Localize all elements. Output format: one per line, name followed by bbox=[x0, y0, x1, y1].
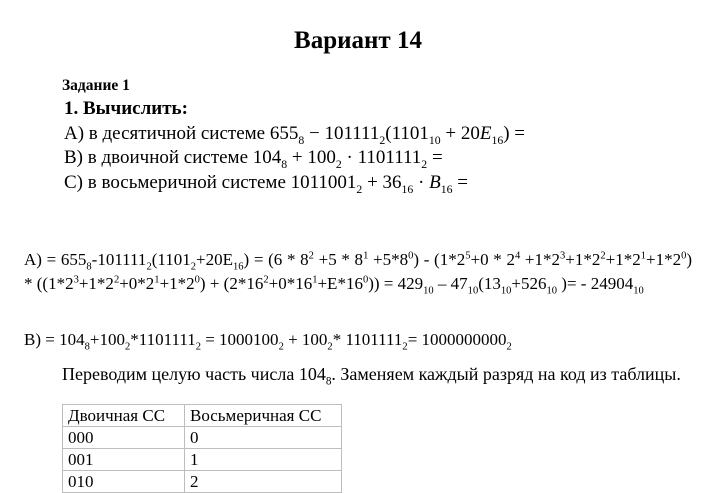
text-run: +20E bbox=[196, 250, 233, 269]
solution-b bbox=[24, 328, 692, 352]
binary-octal-table bbox=[62, 404, 342, 493]
text-run: +E*16 bbox=[317, 274, 363, 293]
text-run: +526 bbox=[511, 274, 547, 293]
subscript: 2 bbox=[278, 341, 284, 353]
text-run: (13 bbox=[478, 274, 501, 293]
text-run: +0 * 2 bbox=[470, 250, 515, 269]
subscript: 16 bbox=[440, 182, 453, 196]
binary-cell: 010 bbox=[63, 471, 185, 493]
binary-cell: 001 bbox=[63, 449, 185, 471]
text-run: · bbox=[413, 172, 430, 193]
superscript: 3 bbox=[73, 274, 79, 286]
superscript: 1 bbox=[363, 250, 369, 262]
text-run: +100 bbox=[89, 330, 125, 349]
superscript: 0 bbox=[681, 250, 687, 262]
subscript: 10 bbox=[500, 285, 512, 297]
subscript: 8 bbox=[298, 133, 305, 147]
text-run: +1*2 bbox=[520, 250, 560, 269]
superscript: 1 bbox=[640, 250, 646, 262]
text-run: C) в восьмеричной системе 1011001 bbox=[64, 172, 357, 193]
octal-cell: 2 bbox=[185, 471, 342, 493]
text-run: 1. Вычислить: bbox=[64, 98, 188, 119]
text-run: +1*2 bbox=[78, 274, 114, 293]
question-heading bbox=[64, 98, 188, 120]
header-octal: Восьмеричная СС bbox=[185, 405, 342, 427]
text-run: + 100 bbox=[287, 147, 336, 168]
text-run: )) = 429 bbox=[368, 274, 424, 293]
subscript: 2 bbox=[190, 261, 196, 273]
text-run: +1*2 bbox=[645, 250, 682, 269]
text-run: B bbox=[429, 172, 441, 193]
text-run: -101111 bbox=[91, 250, 147, 269]
superscript: 2 bbox=[113, 274, 120, 286]
subscript: 8 bbox=[86, 261, 92, 273]
subscript: 10 bbox=[546, 285, 558, 297]
superscript: 0 bbox=[194, 274, 200, 286]
header-binary: Двоичная СС bbox=[63, 405, 185, 427]
text-run: +5 * 8 bbox=[313, 250, 364, 269]
superscript: 2 bbox=[308, 250, 314, 262]
superscript: 2 bbox=[263, 274, 269, 286]
subscript: 10 bbox=[633, 285, 644, 297]
table-header-row bbox=[63, 405, 342, 427]
superscript: 0 bbox=[362, 274, 369, 286]
superscript: 3 bbox=[560, 250, 566, 262]
subscript: 8 bbox=[281, 157, 288, 171]
text-run: ) + (2*16 bbox=[199, 274, 264, 293]
subscript: 2 bbox=[506, 341, 512, 353]
text-run: (1101 bbox=[151, 250, 191, 269]
question-a bbox=[64, 123, 525, 145]
subscript: 8 bbox=[325, 375, 332, 388]
text-run: +1*2 bbox=[605, 250, 641, 269]
text-run: (1101 bbox=[385, 123, 429, 144]
text-run: B) = 104 bbox=[24, 330, 85, 349]
binary-cell: 000 bbox=[63, 427, 185, 449]
text-run: +0*16 bbox=[268, 274, 313, 293]
text-run: = bbox=[452, 172, 468, 193]
text-run: = bbox=[427, 147, 443, 168]
task-heading: Задание 1 bbox=[62, 77, 130, 94]
subscript: 10 bbox=[428, 133, 441, 147]
subscript: 10 bbox=[467, 285, 479, 297]
subscript: 10 bbox=[423, 285, 434, 297]
page-title: Вариант 14 bbox=[294, 27, 422, 54]
text-run: ) = (6 * 8 bbox=[243, 250, 309, 269]
superscript: 4 bbox=[514, 250, 521, 262]
text-run: . Заменяем каждый разряд на код из таблицы. bbox=[331, 364, 681, 384]
text-run: · 1101111 bbox=[341, 147, 422, 168]
table-row bbox=[63, 449, 342, 471]
subscript: 2 bbox=[327, 341, 333, 353]
text-run: ) = bbox=[503, 123, 526, 144]
text-run: +5*8 bbox=[368, 250, 409, 269]
subscript: 2 bbox=[356, 182, 363, 196]
octal-cell: 1 bbox=[185, 449, 342, 471]
superscript: 0 bbox=[408, 250, 414, 262]
text-run: A) в десятичной системе 655 bbox=[64, 123, 299, 144]
text-run: + 100 bbox=[283, 330, 328, 349]
text-run: + 36 bbox=[362, 172, 402, 193]
table-row bbox=[63, 427, 342, 449]
text-run: = 1000100 bbox=[200, 330, 279, 349]
text-run: +0*2 bbox=[119, 274, 155, 293]
subscript: 2 bbox=[124, 341, 131, 353]
text-run: ) - (1*2 bbox=[413, 250, 466, 269]
subscript: 2 bbox=[335, 157, 342, 171]
superscript: 1 bbox=[312, 274, 318, 286]
text-run: E bbox=[479, 123, 492, 144]
question-c bbox=[64, 172, 468, 194]
subscript: 16 bbox=[401, 182, 414, 196]
superscript: 1 bbox=[154, 274, 160, 286]
subscript: 16 bbox=[491, 133, 504, 147]
conversion-note bbox=[62, 364, 702, 388]
superscript: 5 bbox=[465, 250, 471, 262]
subscript: 2 bbox=[146, 261, 152, 273]
subscript: 2 bbox=[402, 341, 408, 353]
subscript: 2 bbox=[379, 133, 386, 147]
text-run: = 1000000000 bbox=[407, 330, 507, 349]
text-run: +1*2 bbox=[565, 250, 601, 269]
text-run: ) * ((1*2 bbox=[24, 250, 693, 293]
table-row bbox=[63, 471, 342, 493]
octal-cell: 0 bbox=[185, 427, 342, 449]
text-run: A) = 655 bbox=[24, 250, 87, 269]
subscript: 16 bbox=[232, 261, 244, 273]
text-run: – 47 bbox=[433, 274, 468, 293]
subscript: 2 bbox=[421, 157, 428, 171]
subscript: 2 bbox=[195, 341, 201, 353]
text-run: *1101111 bbox=[130, 330, 196, 349]
text-run: B) в двоичной системе 104 bbox=[64, 147, 282, 168]
text-run: +1*2 bbox=[159, 274, 195, 293]
text-run: )= - 24904 bbox=[557, 274, 634, 293]
text-run: + 20 bbox=[440, 123, 480, 144]
text-run: Переводим целую часть числа 104 bbox=[62, 364, 326, 384]
question-b bbox=[64, 147, 443, 169]
subscript: 8 bbox=[84, 341, 90, 353]
solution-a bbox=[24, 248, 692, 296]
superscript: 2 bbox=[600, 250, 606, 262]
text-run: * 1101111 bbox=[332, 330, 403, 349]
text-run: − 101111 bbox=[304, 123, 380, 144]
